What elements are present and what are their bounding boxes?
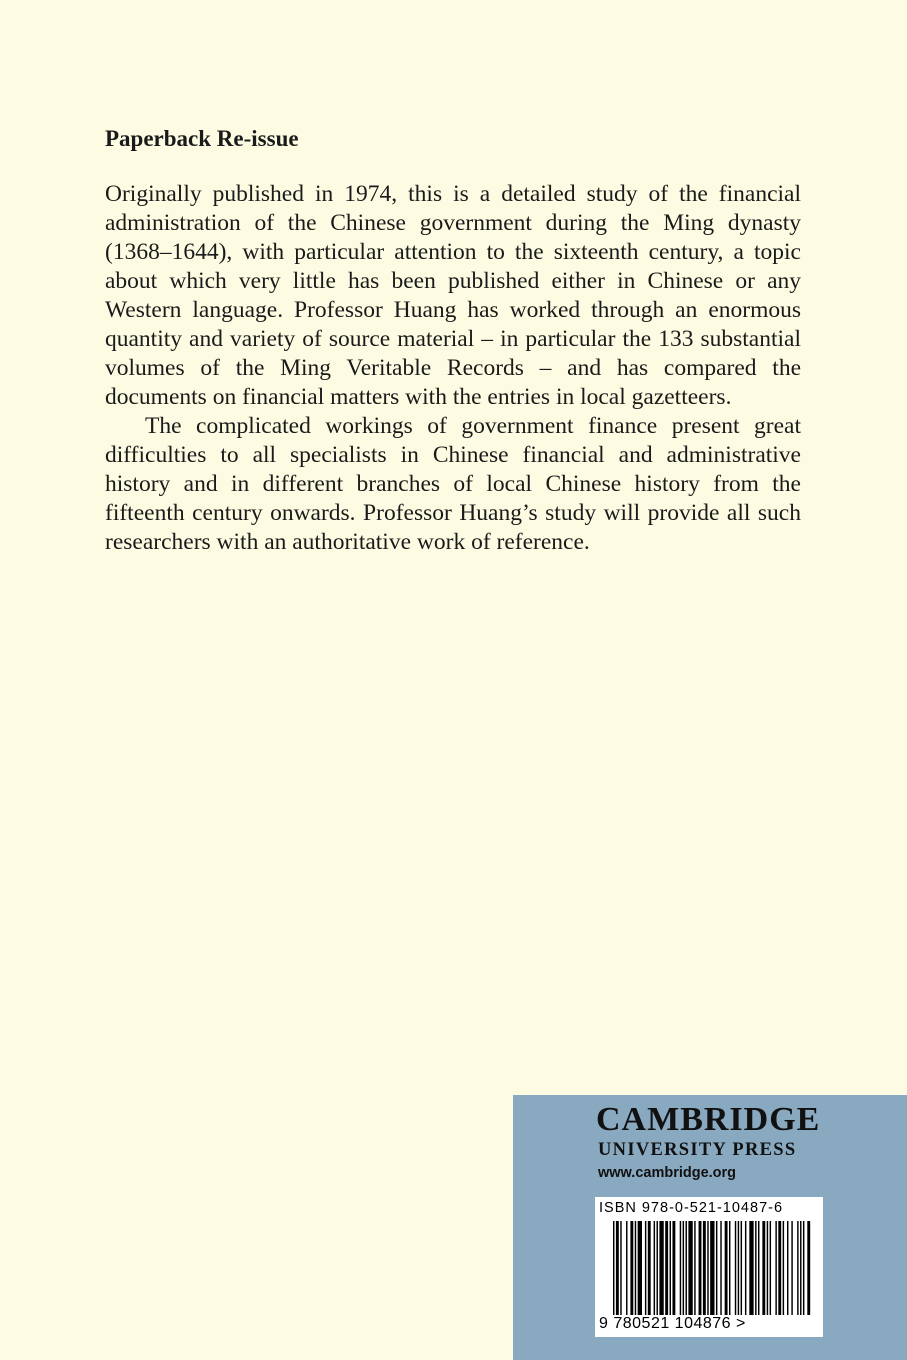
isbn-label: ISBN 978-0-521-10487-6 (599, 1200, 784, 1216)
blurb-paragraph-1: Originally published in 1974, this is a detailed study of the financial administration of the Chinese government during the Ming dynasty (1368–1644), with particular attention to the sixteenth century, a topic about which very little has been published either in Chinese or any Western language. Professor Huang has worked through an enormous quantity and variety of source material – in particular the 133 substantial volumes of the Ming Veritable Records – and has compared the documents on financial matters with the entries in local gazetteers. (105, 181, 801, 410)
publisher-panel (513, 1095, 907, 1360)
publisher-name: CAMBRIDGE (596, 1101, 821, 1138)
publisher-subtitle: UNIVERSITY PRESS (598, 1140, 797, 1160)
isbn-barcode (595, 1197, 823, 1337)
publisher-url: www.cambridge.org (598, 1165, 737, 1181)
barcode-digits: 9 780521 104876 > (599, 1315, 746, 1332)
blurb-paragraph-2: The complicated workings of government finance present great difficulties to all specialists in Chinese financial and administrative history and in different branches of local Chinese history from the fifteenth century onwards. Professor Huang’s study will provide all such researchers with an authoritative work of reference. (105, 413, 801, 555)
back-cover-heading: Paperback Re-issue (105, 126, 299, 151)
blurb (105, 180, 801, 557)
